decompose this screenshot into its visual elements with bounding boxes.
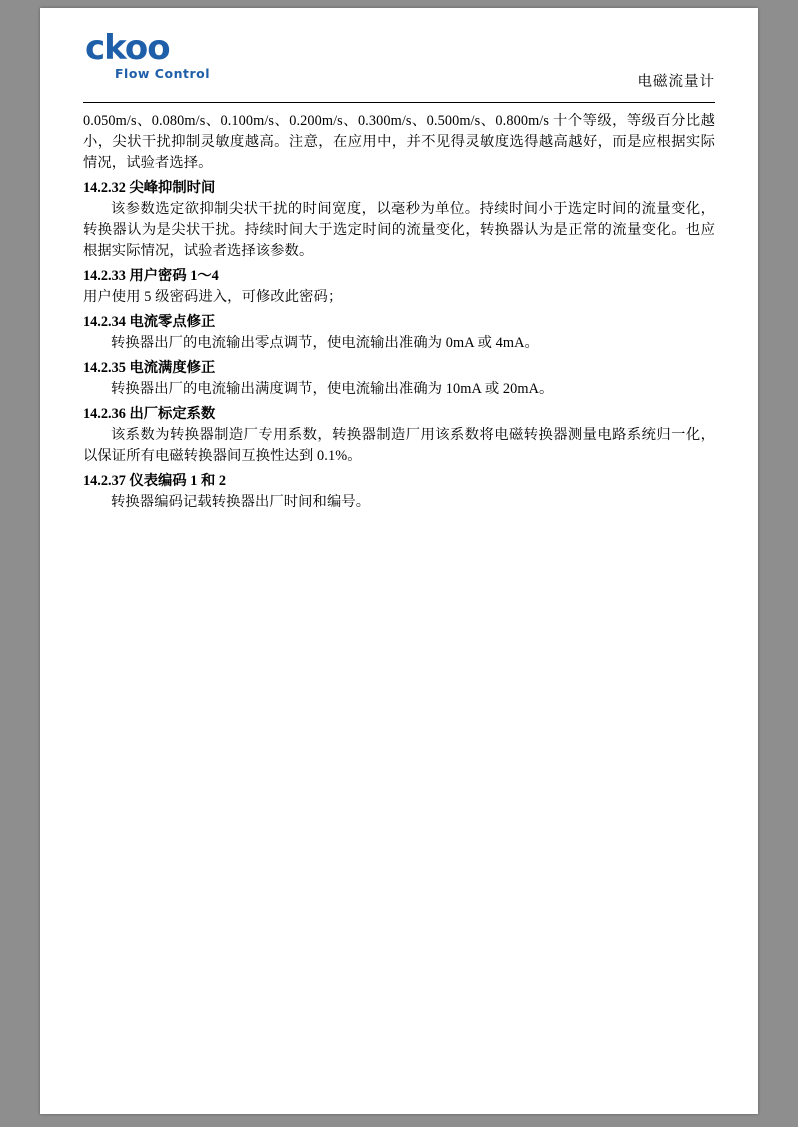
- logo-tagline: Flow Control: [115, 66, 210, 81]
- body-paragraph: 0.050m/s、0.080m/s、0.100m/s、0.200m/s、0.300m/s、0.500m/s、0.800m/s 十个等级，等级百分比越小，尖状干扰抑制灵敏度越高。注意，在应用中，并不见得灵敏度选得越高越好，而是应根据实际情况，试验者选择。: [83, 113, 715, 171]
- body-paragraph: 该系数为转换器制造厂专用系数，转换器制造厂用该系数将电磁转换器测量电路系统归一化，以保证所有电磁转换器间互换性达到 0.1%。: [83, 427, 715, 464]
- section-heading: 14.2.32 尖峰抑制时间: [83, 180, 216, 196]
- document-page: [40, 8, 758, 1114]
- body-paragraph: 转换器出厂的电流输出满度调节，使电流输出准确为 10mA 或 20mA。: [111, 381, 554, 397]
- section-heading: 14.2.34 电流零点修正: [83, 314, 216, 330]
- body-paragraph: 用户使用 5 级密码进入，可修改此密码；: [83, 289, 343, 305]
- company-logo: [85, 30, 285, 81]
- body-paragraph: 该参数选定欲抑制尖状干扰的时间宽度，以毫秒为单位。持续时间小于选定时间的流量变化，转换器认为是尖状干扰。持续时间大于选定时间的流量变化，转换器认为是正常的流量变化。也应根据实际情况，试验者选择该参数。: [83, 201, 715, 259]
- section-heading: 14.2.33 用户密码 1～4: [83, 268, 219, 284]
- logo-wordmark: ckoo: [85, 28, 170, 68]
- page-content: [83, 28, 715, 514]
- header-divider: [83, 102, 715, 103]
- body-paragraph: 转换器编码记载转换器出厂时间和编号。: [111, 494, 371, 510]
- section-heading: 14.2.37 仪表编码 1 和 2: [83, 473, 226, 489]
- section-heading: 14.2.36 出厂标定系数: [83, 406, 216, 422]
- document-body: [83, 111, 715, 513]
- body-paragraph: 转换器出厂的电流输出零点调节，使电流输出准确为 0mA 或 4mA。: [111, 335, 539, 351]
- page-header: [83, 28, 715, 100]
- section-heading: 14.2.35 电流满度修正: [83, 360, 216, 376]
- header-title: 电磁流量计: [637, 74, 715, 90]
